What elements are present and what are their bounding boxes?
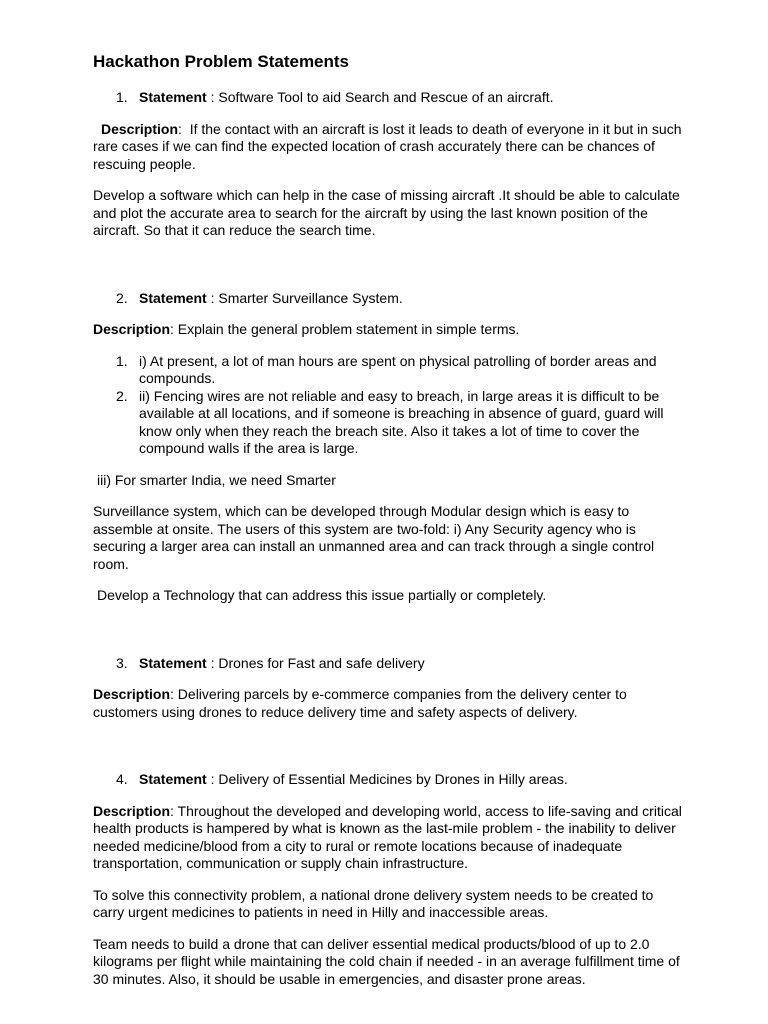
statement-1 [93, 89, 683, 107]
description-separator: : [170, 321, 178, 337]
list-number: 1. [116, 352, 128, 369]
list-text: i) At present, a lot of man hours are spent on physical patrolling of border areas and compounds. [139, 352, 657, 386]
paragraph: Develop a Technology that can address this issue partially or completely. [97, 587, 547, 603]
paragraph: To solve this connectivity problem, a national drone delivery system needs to be created to carry urgent medicines to patients in need in Hilly and inaccessible areas. [93, 886, 654, 920]
statement-label: Statement [139, 654, 207, 671]
statement-separator: : [206, 89, 219, 105]
statement-text: Smarter Surveillance System. [218, 289, 403, 306]
statement-label: Statement [139, 771, 207, 787]
description-text: Explain the general problem statement in simple terms. [177, 321, 520, 337]
list-item-3: iii) For smarter India, we need Smarter [97, 471, 336, 488]
statement-text: Drones for Fast and safe delivery [218, 654, 425, 671]
description-2 [93, 321, 683, 339]
statement-4 [93, 771, 683, 789]
statement-label: Statement [139, 289, 207, 306]
list-number: 2. [116, 387, 128, 404]
description-text: Delivering parcels by e-commerce companies from the delivery center to customers using drones to reduce delivery time and safety aspects of delivery. [93, 686, 627, 720]
list-text: ii) Fencing wires are not reliable and easy to breach, in large areas it is difficult to be available at all locations, and if someone is breaching in absence of guard, guard will know only when they reach the breach site. Also it takes a lot of time to cover the compound walls if the area is large. [139, 387, 664, 456]
statement-label: Statement [139, 89, 207, 105]
description-label: Description [101, 120, 179, 137]
statement-text: Software Tool to aid Search and Rescue of an aircraft. [218, 89, 554, 105]
description-separator: : [170, 802, 178, 819]
description-3 [93, 686, 683, 721]
paragraph: Develop a software which can help in the case of missing aircraft .It should be able to calculate and plot the accurate area to search for the aircraft by using the last known position of the aircraft. So that it can reduce the search time. [93, 187, 680, 238]
paragraph: Team needs to build a drone that can deliver essential medical products/blood of up to 2.0 kilograms per flight while maintaining the cold chain if needed - in an average fulfillment time of 30 minutes. Also, it should be usable in emergencies, and disaster prone areas. [93, 935, 680, 987]
statement-number: 3. [116, 654, 128, 671]
statement-separator: : [206, 289, 219, 306]
description-label: Description [93, 321, 171, 337]
statement-3 [93, 655, 683, 673]
list-item [93, 353, 683, 388]
statement-separator: : [206, 771, 219, 787]
statement-text: Delivery of Essential Medicines by Drones in Hilly areas. [218, 771, 568, 787]
statement-number: 2. [116, 289, 128, 306]
statement-number: 4. [116, 771, 128, 787]
statement-separator: : [206, 654, 219, 671]
statement-2 [93, 290, 683, 308]
document-title: Hackathon Problem Statements [93, 52, 350, 71]
paragraph: Surveillance system, which can be developed through Modular design which is easy to assemble at onsite. The users of this system are two-fold: i) Any Security agency who is securing a larger area can install an unmanned area and can track through a single control room. [93, 503, 655, 572]
description-label: Description [93, 686, 171, 702]
description-4 [93, 803, 683, 873]
problem-list [93, 353, 683, 458]
description-1 [93, 121, 683, 174]
document-page [93, 52, 683, 1002]
statement-number: 1. [116, 89, 128, 105]
description-separator: : [178, 120, 190, 137]
description-text: If the contact with an aircraft is lost it leads to death of everyone in it but in such rare cases if we can find the expected location of crash accurately there can be chances of rescuing people. [93, 120, 682, 172]
description-text: Throughout the developed and developing world, access to life-saving and critical health products is hampered by what is known as the last-mile problem - the inability to deliver needed medicine/blood from a city to rural or remote locations because of inadequate transportation, communication or supply chain infrastructure. [93, 802, 682, 871]
description-label: Description [93, 802, 171, 819]
list-item [93, 388, 683, 458]
description-separator: : [170, 686, 178, 702]
